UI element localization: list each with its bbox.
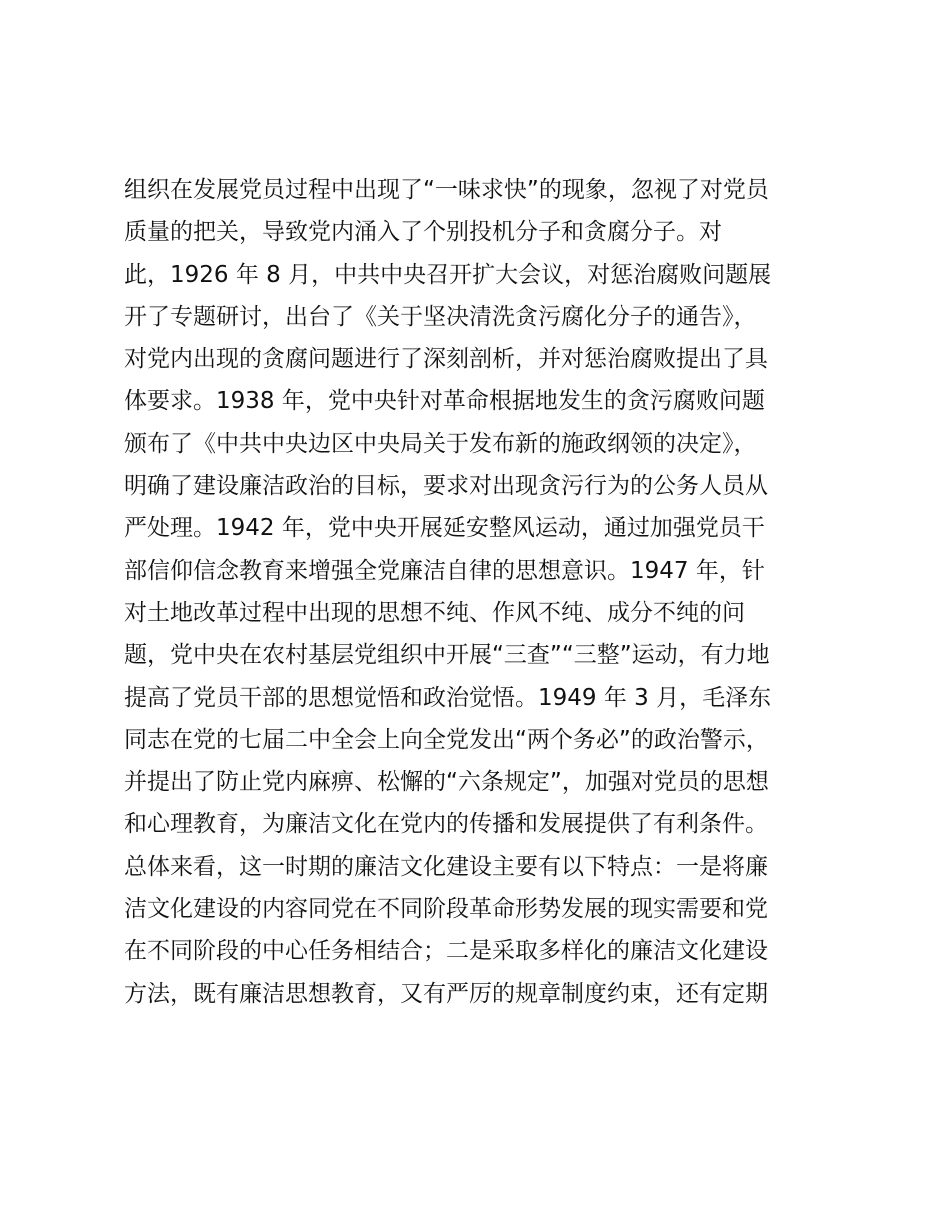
body-paragraph [124,169,834,1015]
text-line: 体要求。1938 年，党中央针对革命根据地发生的贪污腐败问题 [124,388,765,415]
text-line: 质量的把关，导致党内涌入了个别投机分子和贪腐分子。对 [124,219,722,246]
text-line: 此，1926 年 8 月，中共中央召开扩大会议，对惩治腐败问题展 [124,261,772,288]
text-line: 和心理教育，为廉洁文化在党内的传播和发展提供了有利条件。 [124,811,768,838]
text-line: 同志在党的七届二中全会上向全党发出“两个务必”的政治警示， [124,726,769,753]
text-line: 题，党中央在农村基层党组织中开展“三查”“三整”运动，有力地 [124,642,770,669]
text-line: 提高了党员干部的思想觉悟和政治觉悟。1949 年 3 月，毛泽东 [124,684,772,711]
text-line: 在不同阶段的中心任务相结合；二是采取多样化的廉洁文化建设 [124,938,768,965]
text-line: 并提出了防止党内麻痹、松懈的“六条规定”，加强对党员的思想 [124,769,769,796]
text-line: 组织在发展党员过程中出现了“一味求快”的现象，忽视了对党员 [124,177,769,203]
text-line: 洁文化建设的内容同党在不同阶段革命形势发展的现实需要和党 [124,896,768,923]
text-line: 明确了建设廉洁政治的目标，要求对出现贪污行为的公务人员从 [124,473,768,500]
text-line: 总体来看，这一时期的廉洁文化建设主要有以下特点：一是将廉 [124,853,768,880]
text-line: 部信仰信念教育来增强全党廉洁自律的思想意识。1947 年，针 [124,557,765,584]
text-line: 对土地改革过程中出现的思想不纯、作风不纯、成分不纯的问 [124,599,745,626]
text-line: 严处理。1942 年，党中央开展延安整风运动，通过加强党员干 [124,515,765,542]
text-line: 方法，既有廉洁思想教育，又有严厉的规章制度约束，还有定期 [124,980,768,1007]
text-line: 颁布了《中共中央边区中央局关于发布新的施政纲领的决定》， [124,430,757,457]
text-line: 对党内出现的贪腐问题进行了深刻剖析，并对惩治腐败提出了具 [124,346,768,373]
text-line: 开了专题研讨，出台了《关于坚决清洗贪污腐化分子的通告》， [124,303,757,330]
